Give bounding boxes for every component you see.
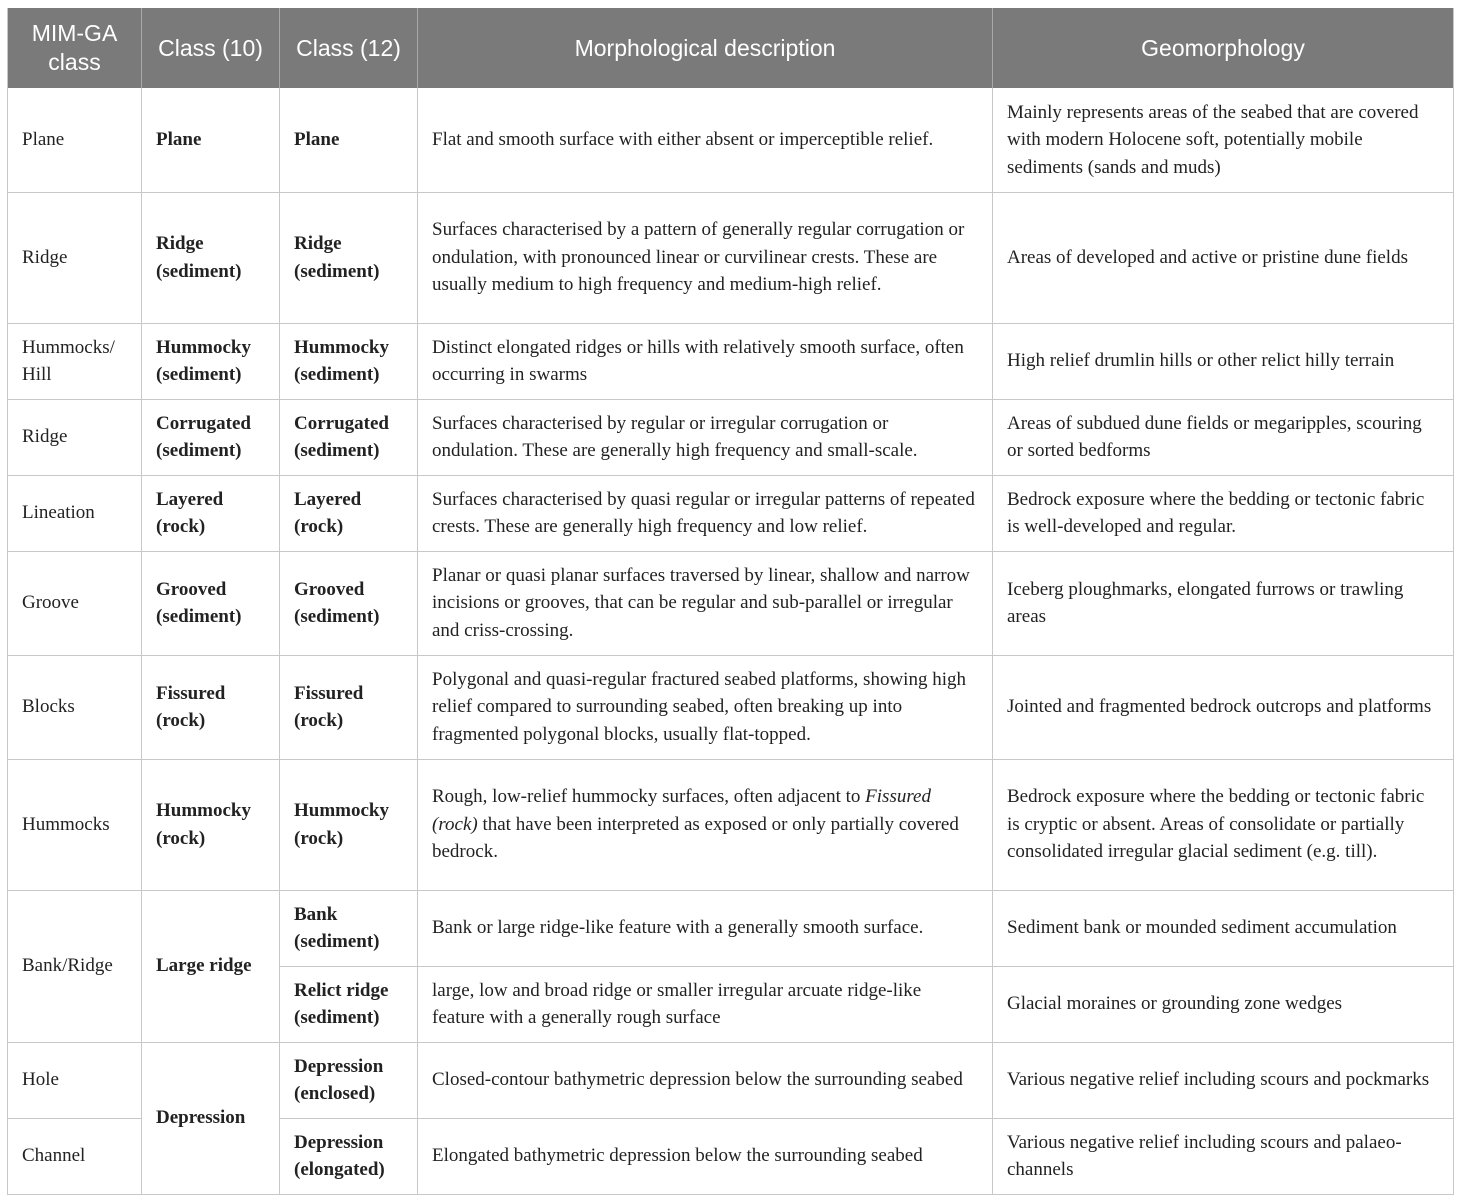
mim-class-cell: Blocks: [8, 655, 142, 759]
class12-cell: Hummocky (sediment): [280, 323, 418, 399]
mim-class-cell: Groove: [8, 551, 142, 655]
table-row: [8, 1042, 1454, 1118]
class10-cell: Hummocky (sediment): [142, 323, 280, 399]
class12-cell: Layered (rock): [280, 475, 418, 551]
geomorphology-cell: High relief drumlin hills or other relict hilly terrain: [993, 323, 1454, 399]
mim-class-cell: Lineation: [8, 475, 142, 551]
class12-cell: Hummocky (rock): [280, 759, 418, 890]
morph-description-cell: Surfaces characterised by a pattern of generally regular corrugation or ondulation, with pronounced linear or curvilinear crests. These are usually medium to high frequency and medium-high relief.: [418, 192, 993, 323]
geomorphology-cell: Bedrock exposure where the bedding or tectonic fabric is cryptic or absent. Areas of consolidate or partially consolidated irregular glacial sediment (e.g. till).: [993, 759, 1454, 890]
header-row: [8, 8, 1454, 88]
morph-description-cell: Polygonal and quasi-regular fractured seabed platforms, showing high relief compared to surrounding seabed, often breaking up into fragmented polygonal blocks, usually flat-topped.: [418, 655, 993, 759]
morph-description-cell: Closed-contour bathymetric depression below the surrounding seabed: [418, 1042, 993, 1118]
morph-description-cell: Surfaces characterised by quasi regular or irregular patterns of repeated crests. These are generally high frequency and low relief.: [418, 475, 993, 551]
morph-description-cell: Elongated bathymetric depression below the surrounding seabed: [418, 1118, 993, 1194]
table-row: [8, 551, 1454, 655]
table-row: [8, 890, 1454, 966]
class10-cell: Hummocky (rock): [142, 759, 280, 890]
class10-cell: Depression: [142, 1042, 280, 1194]
mim-class-cell: Hummocks: [8, 759, 142, 890]
table-row: [8, 759, 1454, 890]
geomorphology-cell: Areas of developed and active or pristine dune fields: [993, 192, 1454, 323]
header-mim-ga-class: MIM-GA class: [8, 8, 142, 88]
morph-description-cell: Bank or large ridge-like feature with a generally smooth surface.: [418, 890, 993, 966]
header-class-10: Class (10): [142, 8, 280, 88]
geomorphology-cell: Glacial moraines or grounding zone wedges: [993, 966, 1454, 1042]
mim-class-cell: Channel: [8, 1118, 142, 1194]
class12-cell: Grooved (sediment): [280, 551, 418, 655]
morph-description-cell: [418, 759, 993, 890]
geomorphology-cell: Areas of subdued dune fields or megaripples, scouring or sorted bedforms: [993, 399, 1454, 475]
class10-cell: Grooved (sediment): [142, 551, 280, 655]
mim-class-cell: Hole: [8, 1042, 142, 1118]
header-geomorphology: Geomorphology: [993, 8, 1454, 88]
class10-cell: Corrugated (sediment): [142, 399, 280, 475]
geomorphology-cell: Jointed and fragmented bedrock outcrops and platforms: [993, 655, 1454, 759]
morph-description-cell: Flat and smooth surface with either absent or imperceptible relief.: [418, 88, 993, 192]
header-morphological-description: Morphological description: [418, 8, 993, 88]
mim-class-cell: Ridge: [8, 399, 142, 475]
table-row: [8, 399, 1454, 475]
mim-class-cell: Ridge: [8, 192, 142, 323]
class12-cell: Bank (sediment): [280, 890, 418, 966]
morph-text-emphasis: Fissured (rock): [432, 786, 931, 835]
class10-cell: Layered (rock): [142, 475, 280, 551]
class10-cell: Ridge (sediment): [142, 192, 280, 323]
table-row: [8, 323, 1454, 399]
morph-text-post: that have been interpreted as exposed or only partially covered bedrock.: [432, 813, 959, 863]
geomorphology-cell: Mainly represents areas of the seabed that are covered with modern Holocene soft, potentially mobile sediments (sands and muds): [993, 88, 1454, 192]
class10-cell: Fissured (rock): [142, 655, 280, 759]
class12-cell: Plane: [280, 88, 418, 192]
morph-description-cell: Distinct elongated ridges or hills with relatively smooth surface, often occurring in swarms: [418, 323, 993, 399]
geomorphology-cell: Bedrock exposure where the bedding or tectonic fabric is well-developed and regular.: [993, 475, 1454, 551]
morph-description-cell: Planar or quasi planar surfaces traversed by linear, shallow and narrow incisions or grooves, that can be regular and sub-parallel or irregular and criss-crossing.: [418, 551, 993, 655]
class12-cell: Corrugated (sediment): [280, 399, 418, 475]
class12-cell: Depression (elongated): [280, 1118, 418, 1194]
mim-class-cell: Hummocks/ Hill: [8, 323, 142, 399]
classification-table-container: [7, 8, 1453, 1195]
table-row: [8, 655, 1454, 759]
geomorphology-cell: Various negative relief including scours and pockmarks: [993, 1042, 1454, 1118]
class10-cell: Plane: [142, 88, 280, 192]
mim-class-cell: Plane: [8, 88, 142, 192]
morph-description-cell: large, low and broad ridge or smaller irregular arcuate ridge-like feature with a generally rough surface: [418, 966, 993, 1042]
class12-cell: Ridge (sediment): [280, 192, 418, 323]
header-class-12: Class (12): [280, 8, 418, 88]
class12-cell: Depression (enclosed): [280, 1042, 418, 1118]
morph-text-pre: Rough, low-relief hummocky surfaces, often adjacent to: [432, 786, 866, 808]
morph-description-cell: Surfaces characterised by regular or irregular corrugation or ondulation. These are generally high frequency and small-scale.: [418, 399, 993, 475]
classification-table: [7, 8, 1454, 1195]
class12-cell: Fissured (rock): [280, 655, 418, 759]
mim-class-cell: Bank/Ridge: [8, 890, 142, 1042]
table-row: [8, 88, 1454, 192]
table-row: [8, 475, 1454, 551]
class10-cell: Large ridge: [142, 890, 280, 1042]
geomorphology-cell: Various negative relief including scours and palaeo-channels: [993, 1118, 1454, 1194]
geomorphology-cell: Sediment bank or mounded sediment accumulation: [993, 890, 1454, 966]
geomorphology-cell: Iceberg ploughmarks, elongated furrows or trawling areas: [993, 551, 1454, 655]
class12-cell: Relict ridge (sediment): [280, 966, 418, 1042]
table-row: [8, 192, 1454, 323]
